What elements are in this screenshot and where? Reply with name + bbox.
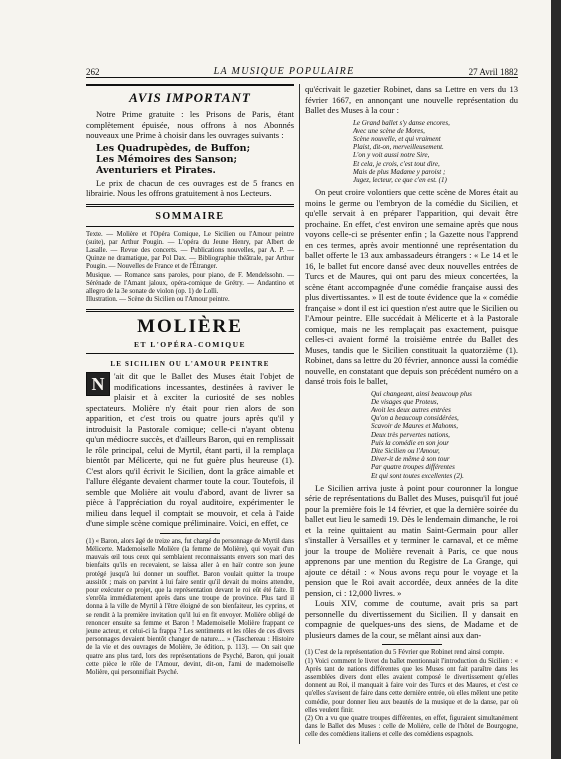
column-divider <box>299 84 300 744</box>
right-paragraph-3: Le Sicilien arriva juste à point pour couronner la longue série de représentations du Ballet des Muses, puisqu'il fut joué pour la première fois le 14 février, et que la dernière soirée du ballet eut lieu le samedi 19. Dès le lendemain dimanche, le roi et la reine quittaient au matin Saint-Germain pour aller s'installer à Versailles et y terminer le carnaval, et ce même jour la troupe de Molière revenait à Paris, ce que nous apprenons par une mention du Registre de La Grange, qui ajoute ce détail : « Nous avons reçu pour le voyage et la pension que le Roi avait accordée, deux années de la dite pension, ci : 12,000 livres. » <box>305 482 518 598</box>
page-number: 262 <box>86 67 100 77</box>
verse-line: Par quatre troupes différentes <box>371 463 455 472</box>
article-section-title: LE SICILIEN OU L'AMOUR PEINTRE <box>110 360 270 369</box>
right-paragraph-2: On peut croire volontiers que cette scène de Mores était au moins le germe ou l'embryon de la comédie du Sicilien, et qu'elle servait à en préparer l'apparition, qui devait être prochaine. En effet, c'est environ une semaine après que nous voyons celle-ci se présenter enfin ; la Gazette nous l'apprend en ces termes, après avoir mentionné une représentation du ballet offerte le 13 aux ambassadeurs étrangers : « Le 14 et le 16, le ballet fut encore dansé avec deux nouvelles entrées de Turcs et de Maures, qui ont paru des mieux concertées, la scène étant accompagnée d'une comédie française aussi des plus divertissantes. » Il est de toute évidence que la « comédie française » dont il est ici question n'est autre que le Sicilien ou l'Amour peintre. Elle succédait à Mélicerte et à la Pastorale comique, mais ne les remplaçait pas exactement, puisque celles-ci avaient formé la troisième entrée du Ballet des Muses, tandis que le Sicilien constituait la quatorzième (1). Robinet, dans sa lettre du 20 février, annonce aussi la comédie nouvelle, en constatant que depuis son précédent numéro on a dansé trois fois le ballet, <box>305 187 518 387</box>
verse-line: Scavoir de Maures et Mahoms, <box>371 422 459 431</box>
section-rule <box>86 204 294 207</box>
verse-line: Dite Sicilien ou l'Amour, <box>371 447 440 456</box>
verse-line: Plaist, dit-on, merveilleusement. <box>353 143 444 152</box>
avis-title: AVIS IMPORTANT <box>86 84 294 109</box>
right-paragraph-1: qu'écrivait le gazetier Robinet, dans sa Lettre en vers du 13 février 1667, en annonçant une nouvelle représentation du Ballet des Muses à la cour : <box>305 84 518 115</box>
sommaire-texte: Texte. — Molière et l'Opéra Comique, Le Sicilien ou l'Amour peintre (suite), par Arthur Pougin. — L'opéra du Jeune Henry, par Albert de Lasalle. — Revue des concerts. — Publications nouvelles, par A. P. — Quinze ne dramatique, par Pol Dax. — Bibliographie théâtrale, par Arthur Pougin. — Nouvelles de France et de l'Étranger. <box>86 230 294 271</box>
prime-choice: Aventuriers et Pirates. <box>96 164 216 176</box>
page-header <box>86 63 518 78</box>
footnote: (1) Voici comment le livret du ballet mentionnait l'introduction du Sicilien : « Après tant de nations différentes que les Muses ont fait paraître dans les assemblées divers dont elles avaient composé le divertissement qu'elles donnent au Roi, il manquait à faire voir des Turcs et des Maures, et c'est ce qu'elles s'avisent de faire dans cette dernière entrée, où elles mêlent une petite comédie, pour donner lieu aux beautés de la musique et de la danse, par où elles veulent finir. <box>305 657 518 714</box>
verse-line: Avec une scène de Mores, <box>353 126 425 135</box>
verse-line: De visages que Proteus, <box>371 397 439 406</box>
verse-block-2 <box>305 390 518 480</box>
binding-edge <box>551 0 561 759</box>
article-title: MOLIÈRE <box>137 316 243 338</box>
verse-block-1 <box>305 119 518 185</box>
verse-line: Qu'on a beaucoup considérées, <box>371 414 459 423</box>
footnote-rule <box>160 533 220 534</box>
section-rule <box>86 353 294 354</box>
avis-intro: Notre Prime gratuite : les Prisons de Paris, étant complètement épuisée, nous offrons à nos Abonnés nouveaux une Prime à choisir dans les ouvrages suivants : <box>86 109 294 140</box>
sommaire-musique: Musique. — Romance sans paroles, pour piano, de F. Mendelssohn. — Sérénade de l'Amant jaloux, opéra-comique de Grétry. — Andantino et allegro de la 3e sonate de violon (op. 1) de Lolli. <box>86 271 294 295</box>
verse-line: L'on y voit aussi notre Sire, <box>353 151 430 160</box>
section-rule <box>86 309 294 312</box>
verse-line: Et cela, je crois, c'est tout dire, <box>353 159 440 168</box>
prime-choice: Les Quadrupèdes, de Buffon; <box>96 142 251 154</box>
verse-line: Scène nouvelle, et qui vraiment <box>353 134 441 143</box>
verse-line: Puis la comédie en son jour <box>371 438 449 447</box>
verse-line: Diver-it de même à son tour <box>371 455 450 464</box>
sommaire-title: SOMMAIRE <box>155 210 225 222</box>
journal-title: LA MUSIQUE POPULAIRE <box>213 66 355 77</box>
right-column <box>305 84 518 740</box>
avis-price: Le prix de chacun de ces ouvrages est de 5 francs en librairie. Nous les offrons gratuitement à nos Lecteurs. <box>86 177 294 198</box>
dropcap-letter: N <box>86 372 110 396</box>
verse-line: Jugez, lecteur, ce que c'en est. (1) <box>353 175 447 184</box>
sommaire-illustration: Illustration. — Scène du Sicilien ou l'Amour peintre. <box>86 296 230 304</box>
footnote: (1) C'est de la représentation du 5 Février que Robinet rend ainsi compte. <box>305 649 505 657</box>
prime-choice: Les Mémoires des Sanson; <box>96 153 238 165</box>
prime-choices <box>86 141 294 178</box>
article-body-text: 'ait dit que le Ballet des Muses était l'objet de modifications incessantes, destinées à raviver le plaisir et à exciter la curiosité de ses nobles spectateurs. Molière n'y était pour rien alors de son apparition, et c'est trois ou quatre jours après qu'il y introduisit la Pastorale comique; celle-ci n'ayant obtenu qu'un médiocre succès, et d'ailleurs Baron, qui en remplissait le rôle principal, celui de Myrtil, étant parti, il la remplaça bientôt par Mélicerte, qui ne fut guère plus heureuse (1). C'est alors qu'il écrivit le Sicilien, dont la grâce aimable et l'allure élégante devaient charmer toute la cour. Toutefois, il semble que Molière ait voulu d'abord, avant de livrer sa pièce à l'appréciation du royal auditoire, expérimenter le milieu dans lequel il comptait se mouvoir, et cela à l'aide d'une simple scène comique préliminaire. Voici, en effet, ce <box>86 371 294 529</box>
verse-line: Mais de plus Madame y paroist ; <box>353 167 446 176</box>
article-subtitle: ET L'OPÉRA-COMIQUE <box>133 340 247 350</box>
right-paragraph-4: Louis XIV, comme de coutume, avait pris sa part personnelle du divertissement du Sicilien. Il y dansait en compagnie de quelques-uns des siens, de Madame et de plusieurs dames de la cour, se mêlant ainsi aux dan- <box>305 598 518 640</box>
verse-line: Qui changeant, ainsi beaucoup plus <box>371 389 472 398</box>
footnote: (2) On a vu que quatre troupes différentes, en effet, figuraient simultanément dans le Ballet des Muses : celle de Molière, celle de l'hôtel de Bourgogne, celle des comédiens italiens et celle des comédiens espagnols. <box>305 714 518 739</box>
verse-line: Le Grand ballet s'y danse encores, <box>353 118 450 127</box>
footnote-rule <box>382 644 442 645</box>
issue-date: 27 Avril 1882 <box>468 67 518 77</box>
section-rule <box>86 226 294 227</box>
left-column <box>86 84 294 677</box>
verse-line: Et qui sont toutes excellentes (2). <box>371 471 464 480</box>
verse-line: Deux très pervertes nations, <box>371 430 450 439</box>
article-body <box>86 371 294 529</box>
verse-line: Avoit les deux autres entrées <box>371 406 451 415</box>
footnote: (1) « Baron, alors âgé de treize ans, fut chargé du personnage de Myrtil dans Mélicerte. Mademoiselle Molière (la femme de Molière), qui voyait d'un mauvais œil tous ceux qui semblaient reconnaissants envers son mari des bienfaits qu'ils en recevaient, se laissa aller à en haïr contre son jeune protégé jusqu'à lui donner un soufflet. Baron voulait quitter la troupe aussitôt ; mais on parvint à lui faire sentir qu'il devait du moins attendre, pour exécuter ce projet, que la représentation devant le roi eût été faite. Il s'enrôla immédiatement après dans une troupe de province. Plus tard il donna à la ville de Myrtil à l'être éloigné de son bienfaiteur, les cyprins, et se rendit à la première invitation qu'il lui en fit envoyer. Molière obligé de renoncer ensuite sa femme et Baron ! Mademoiselle Molière frappant ce jeune acteur, et celui-ci la frappa ? Les sentiments et les rôles de ces divers personnages devaient bientôt changer de nature.... » (Taschereau : Histoire de la vie et des ouvrages de Molière, 3e édition, p. 113). — On sait que quatre ans plus tard, lors des représentations de Psyché, Baron, qui jouait cette pièce le rôle de l'Amour, devint, dit-on, l'ami de mademoiselle Molière, qui personnifiait Psyché. <box>86 537 294 677</box>
